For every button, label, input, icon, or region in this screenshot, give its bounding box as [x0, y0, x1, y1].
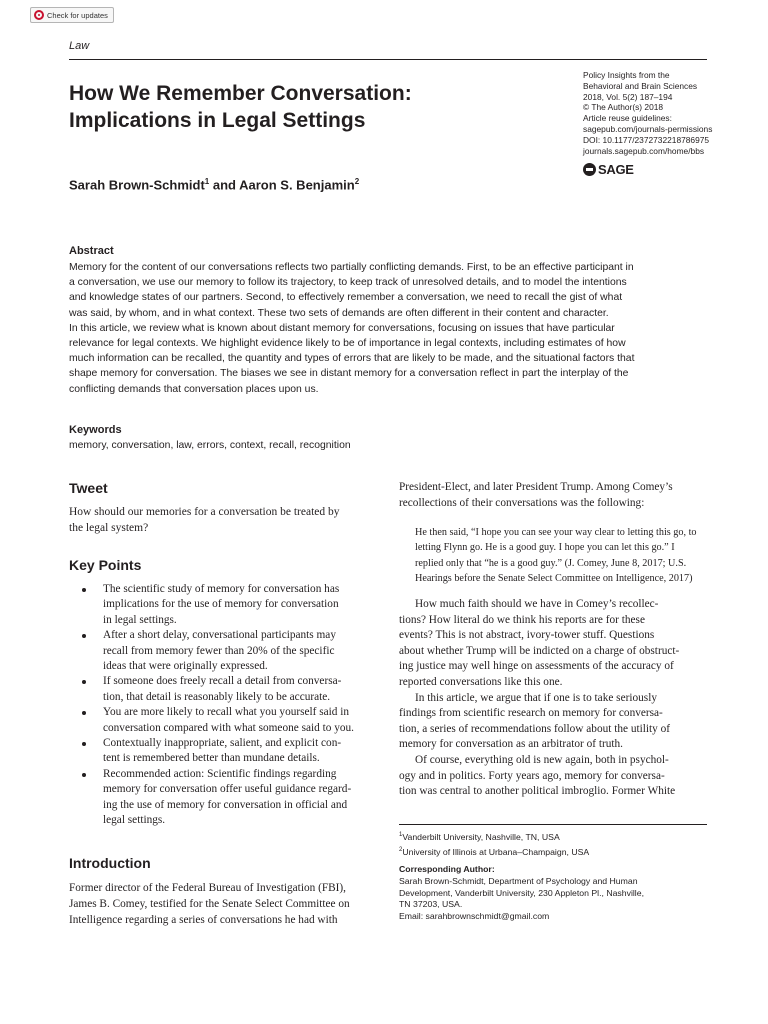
body-line: President-Elect, and later President Trump. Among Comey’s [399, 481, 673, 493]
key-point-line: You are more likely to recall what you yourself said in [103, 706, 350, 719]
abstract-line: shape memory for conversation. The biases we see in distant memory for a conversation reflect in part the interplay of the [69, 368, 629, 380]
key-point-item [69, 736, 379, 767]
header-rule [69, 59, 707, 60]
key-point-line: legal settings. [103, 814, 166, 827]
affiliation-line [399, 829, 589, 844]
bullet-icon [82, 634, 86, 638]
key-point-line: After a short delay, conversational participants may [103, 629, 336, 642]
journal-line: Article reuse guidelines: [583, 113, 672, 124]
bullet-icon [82, 680, 86, 684]
key-point-line: Contextually inappropriate, salient, and explicit con- [103, 737, 342, 750]
body-line: memory for conversation as an arbitrator of truth. [399, 738, 623, 751]
key-point-item [69, 628, 379, 674]
corresponding-line: TN 37203, USA. [399, 899, 463, 910]
key-point-item [69, 674, 379, 705]
bullet-icon [82, 773, 86, 777]
block-quote [415, 525, 697, 587]
key-point-line: in legal settings. [103, 613, 177, 626]
key-point-line: conversation compared with what someone said to you. [103, 721, 354, 734]
body-line: about whether Trump will be indicted on a charge of obstruct- [399, 644, 680, 657]
key-point-line: The scientific study of memory for conversation has [103, 583, 340, 595]
affiliation-marker: 2 [354, 177, 360, 186]
affiliation-text: Vanderbilt University, Nashville, TN, USA [402, 831, 560, 842]
sage-logo-icon [583, 163, 596, 176]
affiliation-line [399, 844, 589, 859]
key-point-item [69, 767, 379, 829]
footnote-rule [399, 824, 707, 825]
email-link[interactable]: Email: sarahbrownschmidt@gmail.com [399, 911, 550, 922]
tweet-line: How should our memories for a conversation be treated by [69, 506, 340, 518]
introduction-text [69, 881, 350, 928]
bullet-icon [82, 711, 86, 715]
body-line: ing justice may well hinge on assessments of the accuracy of [399, 660, 674, 673]
key-point-line: memory for conversation offer useful guidance regard- [103, 783, 352, 796]
journal-line: Behavioral and Brain Sciences [583, 80, 698, 91]
key-point-line: implications for the use of memory for conversation [103, 598, 339, 611]
affiliation-marker: 1 [204, 177, 210, 186]
corresponding-author [399, 864, 644, 923]
update-icon [34, 10, 44, 20]
body-line: James B. Comey, testified for the Senate Select Committee on [69, 897, 350, 910]
key-point-item [69, 705, 379, 736]
author-list [69, 177, 359, 192]
journal-line: Policy Insights from the [583, 70, 670, 80]
abstract-line: a conversation, we use our memory to follow its trajectory, to keep track of unresolved details, and to model the intentions [69, 277, 627, 289]
journal-link[interactable]: sagepub.com/journals-permissions [583, 123, 713, 134]
key-points-list [69, 582, 379, 829]
abstract-line: conflicting demands that conversation places upon us. [69, 383, 319, 395]
journal-info [583, 70, 712, 156]
affiliations [399, 829, 589, 860]
corresponding-heading: Corresponding Author: [399, 864, 495, 874]
bullet-icon [82, 588, 86, 592]
keywords-text: memory, conversation, law, errors, context, recall, recognition [69, 440, 351, 451]
tweet-heading: Tweet [69, 480, 108, 496]
abstract-line: was said, by whom, and in what context. These two sets of demands are often different in their content and character. [69, 307, 609, 319]
quote-line: He then said, “I hope you can see your way clear to letting this go, to [415, 527, 697, 538]
affiliation-marker: 1 [399, 832, 403, 838]
body-line: Former director of the Federal Bureau of Investigation (FBI), [69, 882, 347, 894]
body-line: tion, a series of recommendations follow about the utility of [399, 722, 671, 735]
key-point-line: ideas that were originally expressed. [103, 660, 268, 673]
body-line: tion was central to another political imbroglio. Former White [399, 785, 676, 798]
check-for-updates-button[interactable] [30, 7, 114, 23]
quote-line: letting Flynn go. He is a good guy. I hope you can let this go.” I [415, 542, 675, 554]
abstract-text [69, 260, 709, 397]
corresponding-line: Development, Vanderbilt University, 230 Appleton Pl., Nashville, [399, 887, 644, 898]
body-line: findings from scientific research on memory for conversa- [399, 707, 663, 720]
quote-line: Hearings before the Senate Select Committee on Intelligence, 2017) [415, 573, 693, 585]
section-label: Law [69, 40, 90, 52]
journal-line: 2018, Vol. 5(2) 187–194 [583, 91, 673, 102]
journal-homepage-link[interactable]: journals.sagepub.com/home/bbs [583, 145, 705, 156]
doi-link[interactable]: DOI: 10.1177/2372732218786975 [583, 134, 710, 145]
key-points-heading: Key Points [69, 557, 142, 573]
body-line: ogy and in politics. Forty years ago, memory for conversa- [399, 769, 665, 782]
body-line: How much faith should we have in Comey’s recollec- [415, 598, 659, 610]
key-point-line: recall from memory fewer than 20% of the specific [103, 644, 335, 657]
key-point-line: If someone does freely recall a detail from conversa- [103, 675, 342, 688]
author-name: Sarah Brown-Schmidt [69, 177, 205, 193]
tweet-text [69, 505, 340, 536]
author-conjunction: and [209, 177, 240, 193]
right-column-top [399, 480, 709, 511]
key-point-line: Recommended action: Scientific findings regarding [103, 767, 337, 780]
right-column-body [399, 597, 679, 800]
abstract-heading: Abstract [69, 245, 114, 257]
title-line: Implications in Legal Settings [69, 109, 366, 132]
key-point-line: tent is remembered better than mundane details. [103, 752, 320, 765]
bullet-icon [82, 742, 86, 746]
body-line: recollections of their conversations was the following: [399, 496, 645, 509]
abstract-line: and knowledge states of our partners. Second, to effectively remember a conversation, we need to recall the gist of what [69, 292, 623, 304]
body-line: events? This is not abstract, ivory-tower stuff. Questions [399, 629, 655, 642]
introduction-heading: Introduction [69, 855, 151, 871]
affiliation-text: University of Illinois at Urbana–Champaign, USA [402, 847, 590, 858]
body-line: Intelligence regarding a series of conversations he had with [69, 913, 338, 926]
title-line: How We Remember Conversation: [69, 82, 412, 105]
body-line: Of course, everything old is new again, both in psychol- [415, 753, 669, 766]
sage-logo-text: SAGE [598, 162, 634, 177]
body-line: tions? How literal do we think his reports are for these [399, 613, 645, 626]
key-point-line: tion, that detail is reasonably likely to be accurate. [103, 690, 331, 703]
quote-line: replied only that “he is a good guy.” (J. Comey, June 8, 2017; U.S. [415, 557, 687, 569]
abstract-line: relevance for legal contexts. We highlight evidence likely to be of importance in legal contexts, including estimates of how [69, 338, 626, 350]
author-name: Aaron S. Benjamin [239, 177, 355, 193]
affiliation-marker: 2 [399, 847, 403, 854]
journal-line: © The Author(s) 2018 [583, 102, 664, 113]
abstract-line: much information can be recalled, the quantity and types of errors that are likely to be made, and the situational factors that [69, 353, 635, 365]
abstract-line: Memory for the content of our conversations reflects two partially conflicting demands. First, to be an effective participant in [69, 262, 634, 273]
check-for-updates-label: Check for updates [47, 10, 108, 20]
body-line: In this article, we argue that if one is to take seriously [415, 691, 657, 704]
keywords-heading: Keywords [69, 424, 122, 436]
sage-logo [583, 162, 634, 177]
tweet-line: the legal system? [69, 521, 149, 534]
body-line: reported conversations like this one. [399, 675, 563, 688]
key-point-line: ing the use of memory for conversation in official and [103, 798, 348, 811]
corresponding-line: Sarah Brown-Schmidt, Department of Psychology and Human [399, 875, 638, 886]
key-point-item [69, 582, 379, 628]
article-title [69, 80, 539, 134]
abstract-line: In this article, we review what is known about distant memory for conversations, focusing on issues that have particular [69, 322, 615, 334]
